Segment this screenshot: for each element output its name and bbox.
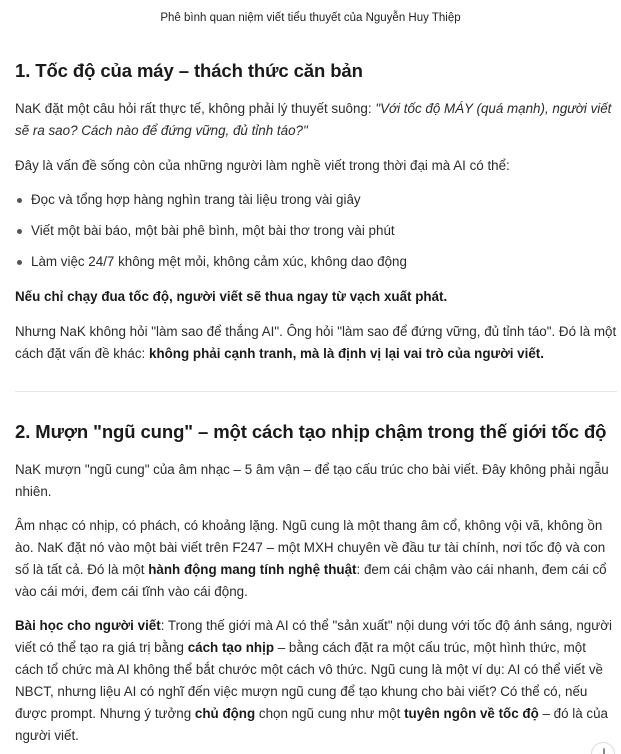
article-content — [15, 58, 617, 747]
page-title: Phê bình quan niệm viết tiểu thuyết của Nguyễn Huy Thiệp — [160, 12, 461, 24]
arrow-down-icon — [598, 748, 610, 754]
section-2-paragraph-3-text-4: – đó là của người viết. — [15, 706, 608, 743]
section-divider — [15, 391, 617, 392]
section-1-quote: "Với tốc độ MÁY (quá mạnh), người viết sẽ ra sao? Cách nào để đứng vững, đủ tỉnh táo?" — [15, 101, 612, 138]
section-1-heading: 1. Tốc độ của máy – thách thức căn bản — [15, 60, 363, 81]
section-2-heading: 2. Mượn "ngũ cung" – một cách tạo nhịp chậm trong thế giới tốc độ — [15, 421, 607, 442]
section-2-paragraph-2-text: Âm nhạc có nhịp, có phách, có khoảng lặng. Ngũ cung là một thang âm cổ, không vội vã, không ồn ào. NaK đặt nó vào một bài viết trên F247 – một MXH chuyên về đầu tư tài chính, nơi tốc độ và con số là tất cả. Đó là một — [15, 518, 606, 577]
section-2-paragraph-3-bold-3: chủ động — [194, 706, 256, 721]
section-2-paragraph-3-text-1: : Trong thế giới mà AI có thể "sản xuất" nội dung với tốc độ ánh sáng, người viết có thể tạo ra giá trị bằng — [15, 618, 612, 655]
section-2-paragraph-3 — [15, 615, 617, 747]
section-1-paragraph-4-bold: không phải cạnh tranh, mà là định vị lại vai trò của người viết. — [149, 346, 544, 361]
list-item: Viết một bài báo, một bài phê bình, một bài thơ trong vài phút — [15, 220, 617, 242]
section-2-lesson-label: Bài học cho người viết — [15, 618, 161, 633]
section-1-paragraph-1-text: NaK đặt một câu hỏi rất thực tế, không phải lý thuyết suông: — [15, 101, 376, 116]
section-2-paragraph-3-bold-4: tuyên ngôn về tốc độ — [404, 706, 539, 721]
section-1-paragraph-4-text: Nhưng NaK không hỏi "làm sao để thắng AI". Ông hỏi "làm sao để đứng vững, đủ tỉnh táo". Đó là một cách đặt vấn đề khác: — [15, 324, 617, 361]
section-1-bullet-list — [15, 189, 617, 273]
section-2-paragraph-2 — [15, 515, 617, 603]
section-1-paragraph-4 — [15, 321, 617, 365]
section-2-paragraph-3-text-2: – bằng cách đặt ra một cấu trúc, một hình thức, một cách tổ chức mà AI không thể bắt chước một cách vô thức. Ngũ cung là một ví dụ: AI có thể viết về NBCT, nhưng liệu AI có nghĩ đến việc mượn ngũ cung để tạo khung cho bài viết? Có thể có, nếu được prompt. Nhưng ý tưởng — [15, 640, 603, 721]
list-item: Đọc và tổng hợp hàng nghìn trang tài liệu trong vài giây — [15, 189, 617, 211]
list-item: Làm việc 24/7 không mệt mỏi, không cảm xúc, không dao động — [15, 251, 617, 273]
section-1-paragraph-2: Đây là vấn đề sống còn của những người làm nghề viết trong thời đại mà AI có thể: — [15, 158, 510, 173]
section-2-paragraph-3-text-3: chọn ngũ cung như một — [255, 706, 405, 721]
section-2-paragraph-2-bold: hành động mang tính nghệ thuật — [148, 562, 357, 577]
section-1-paragraph-1 — [15, 98, 617, 142]
section-1-bold-statement: Nếu chỉ chạy đua tốc độ, người viết sẽ thua ngay từ vạch xuất phát. — [15, 289, 448, 304]
section-2-paragraph-2-tail: : đem cái chậm vào cái nhanh, đem cái cổ vào cái mới, đem cái tĩnh vào cái động. — [15, 562, 607, 599]
section-2-paragraph-1: NaK mượn "ngũ cung" của âm nhạc – 5 âm vận – để tạo cấu trúc cho bài viết. Đây không phải ngẫu nhiên. — [15, 462, 609, 499]
section-1-paragraph-3 — [15, 286, 617, 308]
section-2-paragraph-3-bold-2: cách tạo nhịp — [187, 640, 275, 655]
